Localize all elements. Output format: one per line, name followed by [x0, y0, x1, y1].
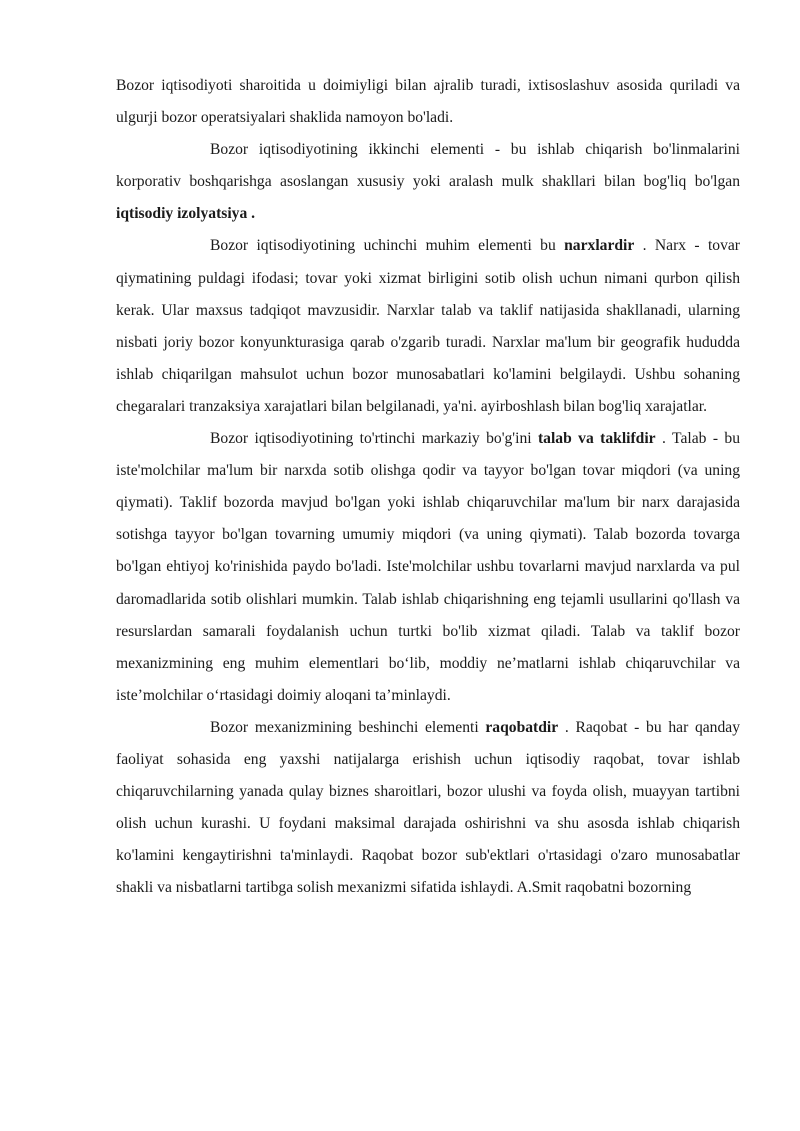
text-segment: . Talab - bu iste'molchilar ma'lum bir narxda sotib olishga qodir va tayyor bo'lgan tovar miqdori (va uning qiymati). Taklif bozorda mavjud bo'lgan yoki ishlab chiqaruvchilar ma'lum bir narx darajasida sotishga tayyor bo'lgan tovarning umumiy miqdori (va uning qiymati). Talab bozorda tovarga bo'lgan ehtiyoj ko'rinishida paydo bo'ladi. Iste'molchilar ushbu tovarlarni mavjud narxlarda va pul daromadlarida sotib olishlari mumkin. Talab ishlab chiqarishning eng tejamli usullarini qo'llash va resurslardan samarali foydalanish uchun turtki bo'lib xizmat qiladi. Talab va taklif bozor mexanizmining eng muhim elementlari bo‘lib, moddiy ne’matlarni ishlab chiqaruvchilar va iste’molchilar o‘rtasidagi doimiy aloqani ta’minlaydi.: [116, 430, 740, 704]
text-segment: . Narx - tovar qiymatining puldagi ifodasi; tovar yoki xizmat birligini sotib olish uchun nimani qurbon qilish kerak. Ular maxsus tadqiqot mavzusidir. Narxlar talab va taklif natijasida shakllanadi, ularning nisbati joriy bozor konyunkturasiga qarab o'zgarib turadi. Narxlar ma'lum bir geografik hududda ishlab chiqarilgan mahsulot uchun bozor munosabatlari ko'lamini belgilaydi. Ushbu sohaning chegaralari tranzaksiya xarajatlari bilan belgilanadi, ya'ni. ayirboshlash bilan bog'liq xarajatlar.: [116, 237, 740, 415]
paragraph-competition: [116, 712, 740, 905]
bold-term: raqobatdir: [485, 718, 559, 736]
paragraph-prices: [116, 230, 740, 423]
text-segment: . Raqobat - bu har qanday faoliyat sohasida eng yaxshi natijalarga erishish uchun iqtisodiy raqobat, tovar ishlab chiqaruvchilarning yanada qulay biznes sharoitlari, bozor ulushi va foyda olish, muayyan tartibni olish uchun kurashi. U foydani maksimal darajada oshirishni va shu asosda ishlab chiqarish ko'lamini kengaytirishni ta'minlaydi. Raqobat bozor sub'ektlari o'rtasidagi o'zaro munosabatlar shakli va nisbatlarni tartibga solish mexanizmi sifatida ishlaydi. A.Smit raqobatni bozorning: [116, 718, 740, 897]
text-segment: Bozor iqtisodiyotining ikkinchi elementi - bu ishlab chiqarish bo'linmalarini korporativ boshqarishga asoslangan xususiy yoki aralash mulk shakllari bilan bog'liq bo'lgan: [116, 141, 740, 191]
paragraph-supply-demand: [116, 423, 740, 712]
paragraph-continuation: [116, 70, 740, 134]
bold-term: talab va taklifdir: [537, 430, 656, 448]
paragraph-economic-isolation: [116, 134, 740, 230]
document-page: [116, 70, 740, 904]
bold-term: narxlardir: [564, 237, 635, 255]
text-segment: Bozor iqtisodiyotining uchinchi muhim elementi bu: [210, 237, 565, 255]
text-segment: Bozor mexanizmining beshinchi elementi: [210, 718, 486, 736]
text-segment: Bozor iqtisodiyotining to'rtinchi markaziy bo'g'ini: [210, 430, 538, 448]
bold-term: iqtisodiy izolyatsiya .: [116, 205, 256, 223]
text-segment: Bozor iqtisodiyoti sharoitida u doimiyligi bilan ajralib turadi, ixtisoslashuv asosida quriladi va ulgurji bozor operatsiyalari shaklida namoyon bo'ladi.: [116, 77, 740, 127]
